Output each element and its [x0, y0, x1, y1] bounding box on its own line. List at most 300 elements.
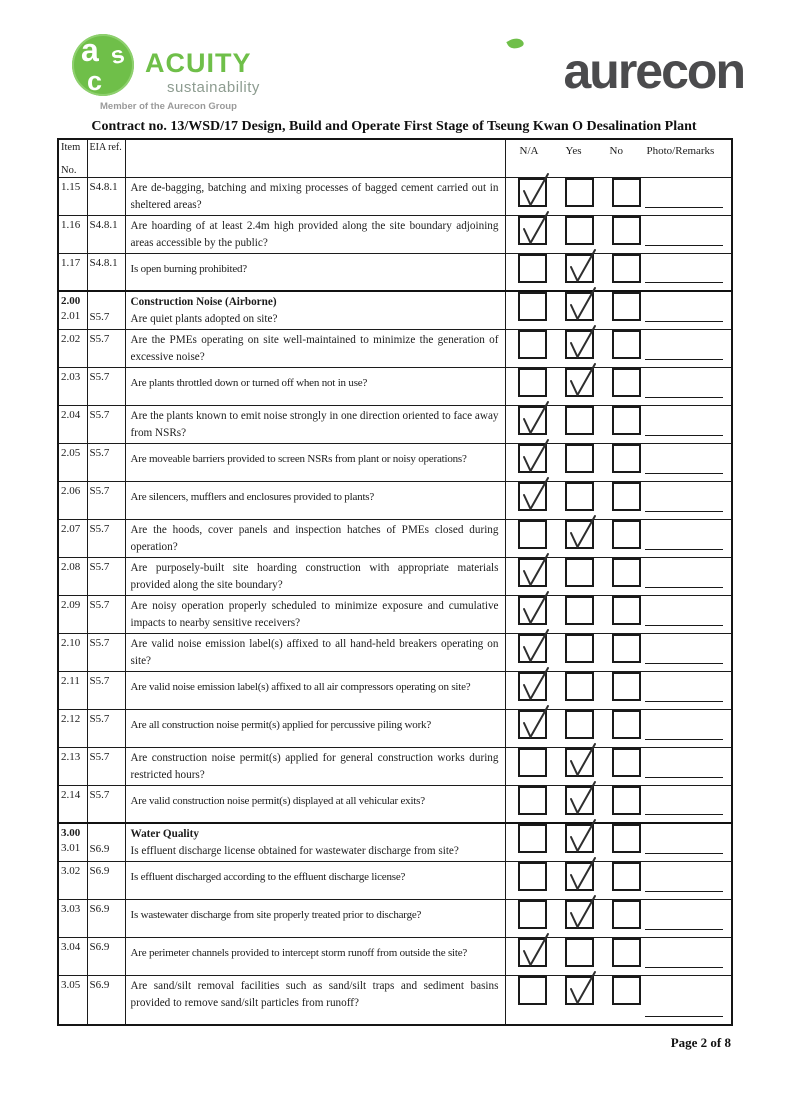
item-number: 2.12 — [61, 712, 81, 725]
eia-ref-value: S5.7 — [89, 598, 110, 611]
checklist-table — [57, 138, 733, 1026]
table-row — [58, 671, 732, 709]
na-checkbox — [518, 216, 547, 245]
question-cell — [125, 405, 505, 443]
yes-checkbox — [565, 520, 594, 549]
item-number: 2.07 — [61, 522, 81, 535]
table-header-row — [58, 139, 732, 177]
yes-checkbox — [565, 292, 594, 321]
table-row — [58, 785, 732, 823]
check-mark-icon — [518, 664, 551, 704]
yes-checkbox — [565, 330, 594, 359]
question-cell — [125, 253, 505, 291]
eia-ref-value: S5.7 — [89, 484, 110, 497]
table-row — [58, 405, 732, 443]
acuity-tagline: sustainability — [167, 79, 260, 96]
eia-ref-cell — [87, 861, 125, 899]
table-row — [58, 519, 732, 557]
question-text: Is open burning prohibited? — [130, 262, 247, 275]
table-row — [58, 481, 732, 519]
na-checkbox — [518, 938, 547, 967]
item-no-cell — [58, 823, 87, 861]
no-checkbox — [612, 862, 641, 891]
check-mark-icon — [565, 854, 598, 894]
item-no-cell — [58, 595, 87, 633]
aurecon-wordmark: aurecon — [563, 43, 744, 99]
na-checkbox — [518, 292, 547, 321]
item-number: 2.11 — [61, 674, 80, 687]
eia-ref-value: S4.8.1 — [89, 256, 118, 269]
question-cell — [125, 975, 505, 1025]
question-text: Are moveable barriers provided to screen NSRs from plant or noisy operations? — [130, 452, 467, 465]
yes-checkbox — [565, 634, 594, 663]
remarks-line — [645, 814, 723, 815]
eia-ref-cell — [87, 747, 125, 785]
question-text: Is wastewater discharge from site properly treated prior to discharge? — [130, 908, 422, 921]
table-row — [58, 595, 732, 633]
acuity-logo — [72, 34, 402, 114]
table-row — [58, 975, 732, 1025]
table-row — [58, 367, 732, 405]
photo-remarks-column-label: Photo/Remarks — [646, 145, 715, 157]
eia-ref-value: S5.7 — [89, 788, 110, 801]
remarks-line — [645, 282, 723, 283]
question-cell — [125, 329, 505, 367]
na-checkbox — [518, 482, 547, 511]
check-mark-icon — [518, 588, 551, 628]
remarks-line — [645, 967, 723, 968]
question-cell — [125, 595, 505, 633]
eia-ref-cell — [87, 937, 125, 975]
item-no-cell — [58, 329, 87, 367]
remarks-line — [645, 511, 723, 512]
monogram-letter-a: a — [81, 32, 99, 68]
item-number: 2.04 — [61, 408, 81, 421]
remarks-line — [645, 929, 723, 930]
yes-checkbox — [565, 482, 594, 511]
eia-ref-value: S5.7 — [89, 311, 110, 323]
check-mark-icon — [518, 398, 551, 438]
na-checkbox — [518, 368, 547, 397]
acuity-wordmark: ACUITY — [145, 48, 252, 78]
na-checkbox — [518, 520, 547, 549]
question-text: Is effluent discharge license obtained for wastewater discharge from site? — [130, 845, 459, 857]
eia-ref-cell — [87, 177, 125, 215]
eia-ref-value: S6.9 — [89, 843, 110, 855]
yes-checkbox — [565, 938, 594, 967]
question-cell — [125, 709, 505, 747]
check-mark-icon — [518, 436, 551, 476]
no-checkbox — [612, 672, 641, 701]
eia-ref-value: S5.7 — [89, 522, 110, 535]
item-number: 1.15 — [61, 180, 81, 193]
remarks-line — [645, 435, 723, 436]
eia-ref-value: S6.9 — [89, 864, 110, 877]
yes-checkbox — [565, 710, 594, 739]
table-row — [58, 215, 732, 253]
question-cell — [125, 861, 505, 899]
check-mark-icon — [518, 474, 551, 514]
check-mark-icon — [565, 246, 598, 286]
na-checkbox — [518, 900, 547, 929]
na-checkbox — [518, 748, 547, 777]
question-cell — [125, 557, 505, 595]
eia-ref-value: S5.7 — [89, 636, 110, 649]
item-no-cell — [58, 367, 87, 405]
question-text: Are plants throttled down or turned off when not in use? — [130, 376, 368, 389]
item-number: 3.03 — [61, 902, 81, 915]
remarks-line — [645, 853, 723, 854]
no-column-label: No — [609, 145, 623, 157]
eia-ref-cell — [87, 215, 125, 253]
answer-cell — [505, 975, 732, 1025]
no-checkbox — [612, 596, 641, 625]
item-no-cell — [58, 291, 87, 329]
sub-item-number: 3.01 — [61, 842, 81, 854]
na-checkbox — [518, 976, 547, 1005]
yes-checkbox — [565, 178, 594, 207]
table-row — [58, 633, 732, 671]
yes-checkbox — [565, 558, 594, 587]
answer-cell — [505, 937, 732, 975]
yes-checkbox — [565, 976, 594, 1005]
no-checkbox — [612, 938, 641, 967]
question-text: Are purposely-built site hoarding construction with appropriate materials provided along the site boundary? — [130, 561, 499, 591]
check-mark-icon — [518, 550, 551, 590]
yes-checkbox — [565, 862, 594, 891]
answer-cell — [505, 823, 732, 861]
na-checkbox — [518, 178, 547, 207]
item-no-cell — [58, 253, 87, 291]
table-row — [58, 937, 732, 975]
check-mark-icon — [565, 284, 598, 324]
check-mark-icon — [518, 208, 551, 248]
yes-checkbox — [565, 596, 594, 625]
no-checkbox — [612, 482, 641, 511]
question-text: Are noisy operation properly scheduled to minimize exposure and cumulative impacts to nearby sensitive receivers? — [130, 599, 499, 629]
eia-ref-cell — [87, 785, 125, 823]
check-mark-icon — [565, 778, 598, 818]
remarks-line — [645, 321, 723, 322]
item-no-cell — [58, 443, 87, 481]
na-checkbox — [518, 710, 547, 739]
item-number: 3.02 — [61, 864, 81, 877]
item-no-cell — [58, 709, 87, 747]
eia-ref-value: S5.7 — [89, 408, 110, 421]
yes-checkbox — [565, 444, 594, 473]
item-number: 1.16 — [61, 218, 81, 231]
check-mark-icon — [518, 170, 551, 210]
item-no-cell — [58, 481, 87, 519]
answer-cell — [505, 329, 732, 367]
contract-title: Contract no. 13/WSD/17 Design, Build and Operate First Stage of Tseung Kwan O Desalination Plant — [91, 119, 697, 134]
item-no-cell — [58, 899, 87, 937]
answer-cell — [505, 709, 732, 747]
question-text: Are the plants known to emit noise strongly in one direction oriented to face away from NSRs? — [130, 409, 499, 439]
no-checkbox — [612, 558, 641, 587]
no-checkbox — [612, 444, 641, 473]
na-checkbox — [518, 444, 547, 473]
acuity-monogram-icon — [72, 34, 134, 96]
no-checkbox — [612, 900, 641, 929]
item-no-cell — [58, 671, 87, 709]
item-number: 2.08 — [61, 560, 81, 573]
eia-ref-value: S4.8.1 — [89, 180, 118, 193]
eia-ref-cell — [87, 709, 125, 747]
page-number: Page 2 of 8 — [670, 1035, 731, 1050]
remarks-line — [645, 701, 723, 702]
eia-ref-cell — [87, 443, 125, 481]
item-number: 2.14 — [61, 788, 81, 801]
check-mark-icon — [518, 626, 551, 666]
na-checkbox — [518, 330, 547, 359]
question-text: Are construction noise permit(s) applied for general construction works during restricted hours? — [130, 751, 499, 781]
yes-checkbox — [565, 254, 594, 283]
question-cell — [125, 785, 505, 823]
item-no-cell — [58, 861, 87, 899]
remarks-line — [645, 245, 723, 246]
eia-ref-value: S5.7 — [89, 750, 110, 763]
eia-ref-cell — [87, 519, 125, 557]
monogram-letter-s: s — [107, 40, 127, 71]
yes-column-label: Yes — [565, 145, 582, 157]
item-no-cell — [58, 557, 87, 595]
item-no-cell — [58, 937, 87, 975]
answer-cell — [505, 481, 732, 519]
answer-cell — [505, 291, 732, 329]
na-checkbox — [518, 254, 547, 283]
na-checkbox — [518, 634, 547, 663]
table-row — [58, 823, 732, 861]
check-mark-icon — [565, 322, 598, 362]
eia-ref-cell — [87, 557, 125, 595]
eia-ref-cell — [87, 671, 125, 709]
yes-checkbox — [565, 672, 594, 701]
question-text: Are silencers, mufflers and enclosures provided to plants? — [130, 490, 375, 503]
yes-checkbox — [565, 786, 594, 815]
no-checkbox — [612, 330, 641, 359]
no-checkbox — [612, 178, 641, 207]
na-checkbox — [518, 672, 547, 701]
eia-ref-value: S6.9 — [89, 978, 110, 991]
question-cell — [125, 177, 505, 215]
eia-ref-cell — [87, 253, 125, 291]
remarks-line — [645, 207, 723, 208]
question-cell — [125, 633, 505, 671]
table-row — [58, 329, 732, 367]
acuity-member-line: Member of the Aurecon Group — [100, 101, 237, 112]
na-checkbox — [518, 558, 547, 587]
answer-cell — [505, 215, 732, 253]
question-text: Are valid noise emission label(s) affixed to all hand-held breakers operating on site? — [130, 637, 499, 667]
item-number: 2.13 — [61, 750, 81, 763]
eia-ref-cell — [87, 595, 125, 633]
table-row — [58, 177, 732, 215]
item-no-header: Item No. — [58, 139, 87, 177]
item-number: 2.00 — [61, 295, 81, 307]
no-checkbox — [612, 406, 641, 435]
answer-cell — [505, 747, 732, 785]
no-checkbox — [612, 786, 641, 815]
monogram-letter-c: c — [87, 66, 103, 96]
question-cell — [125, 937, 505, 975]
eia-ref-cell — [87, 405, 125, 443]
na-checkbox — [518, 786, 547, 815]
item-no-cell — [58, 215, 87, 253]
question-text: Are the hoods, cover panels and inspection hatches of PMEs closed during operation? — [130, 523, 499, 553]
question-text: Are valid noise emission label(s) affixed to all air compressors operating on site? — [130, 680, 471, 693]
remarks-line — [645, 625, 723, 626]
section-title: Water Quality — [130, 828, 199, 840]
question-text: Are perimeter channels provided to intercept storm runoff from outside the site? — [130, 946, 468, 959]
no-checkbox — [612, 292, 641, 321]
remarks-line — [645, 663, 723, 664]
eia-ref-cell — [87, 367, 125, 405]
sub-item-number: 2.01 — [61, 310, 81, 322]
item-no-cell — [58, 785, 87, 823]
question-cell — [125, 823, 505, 861]
no-checkbox — [612, 520, 641, 549]
section-title: Construction Noise (Airborne) — [130, 296, 277, 308]
no-checkbox — [612, 824, 641, 853]
question-text: Is effluent discharged according to the effluent discharge license? — [130, 870, 406, 883]
question-cell — [125, 367, 505, 405]
item-number: 2.06 — [61, 484, 81, 497]
eia-ref-value: S5.7 — [89, 712, 110, 725]
item-no-cell — [58, 747, 87, 785]
aurecon-logo — [484, 38, 744, 108]
eia-ref-value: S5.7 — [89, 674, 110, 687]
eia-ref-value: S4.8.1 — [89, 218, 118, 231]
item-no-cell — [58, 975, 87, 1025]
question-text: Are de-bagging, batching and mixing processes of bagged cement carried out in sheltered areas? — [130, 181, 499, 211]
remarks-line — [645, 1016, 723, 1017]
remarks-line — [645, 359, 723, 360]
table-row — [58, 443, 732, 481]
eia-ref-cell — [87, 329, 125, 367]
na-checkbox — [518, 406, 547, 435]
question-cell — [125, 291, 505, 329]
question-cell — [125, 899, 505, 937]
question-text: Are hoarding of at least 2.4m high provided along the site boundary adjoining areas accessible by the public? — [130, 219, 499, 249]
check-mark-icon — [565, 892, 598, 932]
remarks-line — [645, 397, 723, 398]
eia-ref-value: S6.9 — [89, 940, 110, 953]
table-row — [58, 861, 732, 899]
yes-checkbox — [565, 748, 594, 777]
eia-ref-value: S5.7 — [89, 332, 110, 345]
question-text: Are sand/silt removal facilities such as sand/silt traps and sediment basins provided to remove sand/silt particles from runoff? — [130, 979, 499, 1009]
remarks-line — [645, 891, 723, 892]
eia-ref-value: S5.7 — [89, 446, 110, 459]
item-number: 3.04 — [61, 940, 81, 953]
no-checkbox — [612, 976, 641, 1005]
eia-ref-cell — [87, 899, 125, 937]
answer-cell — [505, 785, 732, 823]
eia-ref-value: S5.7 — [89, 560, 110, 573]
table-row — [58, 709, 732, 747]
question-text: Are quiet plants adopted on site? — [130, 313, 278, 325]
item-number: 2.03 — [61, 370, 81, 383]
yes-checkbox — [565, 900, 594, 929]
no-checkbox — [612, 634, 641, 663]
eia-ref-cell — [87, 291, 125, 329]
item-number: 2.09 — [61, 598, 81, 611]
question-cell — [125, 519, 505, 557]
remarks-line — [645, 473, 723, 474]
question-text: Are all construction noise permit(s) applied for percussive piling work? — [130, 718, 432, 731]
question-cell — [125, 747, 505, 785]
table-row — [58, 557, 732, 595]
check-mark-icon — [565, 360, 598, 400]
remarks-line — [645, 739, 723, 740]
answer-cell — [505, 861, 732, 899]
item-no-cell — [58, 177, 87, 215]
leaf-icon — [506, 35, 524, 52]
yes-checkbox — [565, 406, 594, 435]
no-checkbox — [612, 216, 641, 245]
eia-ref-header: EIA ref. — [87, 139, 125, 177]
table-row — [58, 747, 732, 785]
check-mark-icon — [565, 816, 598, 856]
answer-cell — [505, 253, 732, 291]
eia-ref-cell — [87, 633, 125, 671]
checklist-body — [58, 177, 732, 1025]
eia-ref-cell — [87, 823, 125, 861]
question-text: Are valid construction noise permit(s) displayed at all vehicular exits? — [130, 794, 425, 807]
item-no-cell — [58, 405, 87, 443]
question-cell — [125, 215, 505, 253]
na-checkbox — [518, 862, 547, 891]
eia-ref-cell — [87, 481, 125, 519]
no-checkbox — [612, 254, 641, 283]
question-cell — [125, 671, 505, 709]
question-cell — [125, 481, 505, 519]
item-number: 2.02 — [61, 332, 81, 345]
question-cell — [125, 443, 505, 481]
na-column-label: N/A — [519, 145, 539, 157]
item-number: 2.05 — [61, 446, 81, 459]
no-checkbox — [612, 710, 641, 739]
item-number: 1.17 — [61, 256, 81, 269]
remarks-line — [645, 549, 723, 550]
question-header — [125, 139, 505, 177]
remarks-line — [645, 587, 723, 588]
eia-ref-value: S5.7 — [89, 370, 110, 383]
item-no-cell — [58, 633, 87, 671]
item-no-cell — [58, 519, 87, 557]
na-checkbox — [518, 596, 547, 625]
item-number: 3.00 — [61, 827, 81, 839]
no-checkbox — [612, 368, 641, 397]
yes-checkbox — [565, 216, 594, 245]
item-number: 3.05 — [61, 978, 81, 991]
eia-ref-cell — [87, 975, 125, 1025]
yes-checkbox — [565, 368, 594, 397]
table-row — [58, 899, 732, 937]
check-mark-icon — [518, 930, 551, 970]
item-number: 2.10 — [61, 636, 81, 649]
check-mark-icon — [565, 512, 598, 552]
table-row — [58, 253, 732, 291]
na-checkbox — [518, 824, 547, 853]
question-text: Are the PMEs operating on site well-maintained to minimize the generation of excessive noise? — [130, 333, 499, 363]
check-mark-icon — [565, 740, 598, 780]
check-mark-icon — [565, 968, 598, 1008]
check-mark-icon — [518, 702, 551, 742]
no-checkbox — [612, 748, 641, 777]
remarks-line — [645, 777, 723, 778]
